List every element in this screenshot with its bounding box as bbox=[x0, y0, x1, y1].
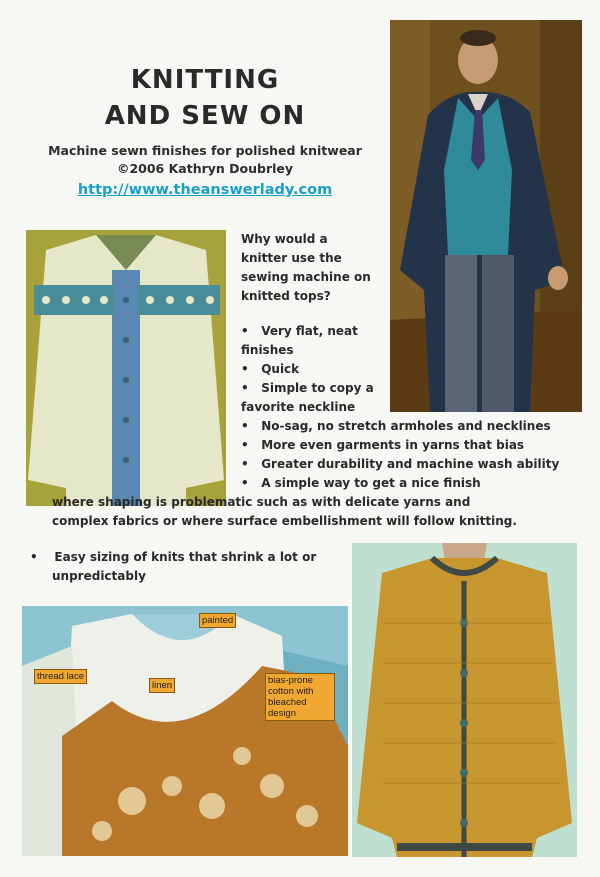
intro-question: Why would a knitter use the sewing machine on knitted tops? bbox=[241, 232, 371, 303]
copyright: ©2006 Kathryn Doubrley bbox=[116, 161, 294, 176]
bullet-text: Greater durability and machine wash ability bbox=[261, 457, 560, 471]
yellow-cardigan-image bbox=[352, 543, 577, 857]
bullet-text: Very flat, neat finishes bbox=[241, 324, 358, 357]
label-thread-lace: thread lace bbox=[34, 669, 87, 684]
subtitle-block bbox=[30, 142, 380, 178]
list-item: • No-sag, no stretch armholes and necklines bbox=[241, 419, 551, 433]
bullet-text: No-sag, no stretch armholes and necklines bbox=[261, 419, 551, 433]
photo-fairisle-cardigan bbox=[26, 230, 226, 506]
bullet-text: More even garments in yarns that bias bbox=[261, 438, 525, 452]
bullet-text: Easy sizing of knits that shrink a lot or unpredictably bbox=[52, 550, 317, 583]
label-bias-cotton: bias-prone cotton with bleached design bbox=[265, 673, 335, 721]
title-line-2: AND SEW ON bbox=[104, 101, 306, 131]
page-title bbox=[60, 62, 350, 134]
layered-tops-image bbox=[22, 606, 348, 856]
photo-layered-tops bbox=[22, 606, 348, 856]
list-item: • Very flat, neat finishes bbox=[241, 324, 358, 357]
bullet-text: Quick bbox=[261, 362, 300, 376]
list-item: • More even garments in yarns that bias bbox=[241, 438, 525, 452]
list-item: • Simple to copy a favorite neckline bbox=[241, 381, 374, 414]
list-item-wide: • A simple way to get a nice finish where shaping is problematic such as with delicate yarns and complex fabrics or where surface embellishment will follow knitting. bbox=[52, 476, 517, 528]
title-line-1: KNITTING bbox=[130, 65, 280, 95]
label-painted: painted bbox=[199, 613, 236, 628]
list-item: • Quick bbox=[241, 362, 300, 376]
list-item: • Easy sizing of knits that shrink a lot or unpredictably bbox=[30, 550, 317, 583]
list-item: • Greater durability and machine wash ability bbox=[241, 457, 560, 471]
label-linen: linen bbox=[149, 678, 175, 693]
bullet-text: A simple way to get a nice finish where shaping is problematic such as with delicate yarns and complex fabrics or where surface embellishment will follow knitting. bbox=[52, 476, 517, 528]
bullet-list bbox=[241, 322, 571, 474]
cardigan-image bbox=[26, 230, 226, 506]
photo-yellow-cardigan bbox=[352, 543, 577, 857]
website-link[interactable]: http://www.theanswerlady.com bbox=[77, 182, 333, 198]
subtitle: Machine sewn finishes for polished knitwear bbox=[48, 143, 362, 158]
bullet-text: Simple to copy a favorite neckline bbox=[241, 381, 374, 414]
